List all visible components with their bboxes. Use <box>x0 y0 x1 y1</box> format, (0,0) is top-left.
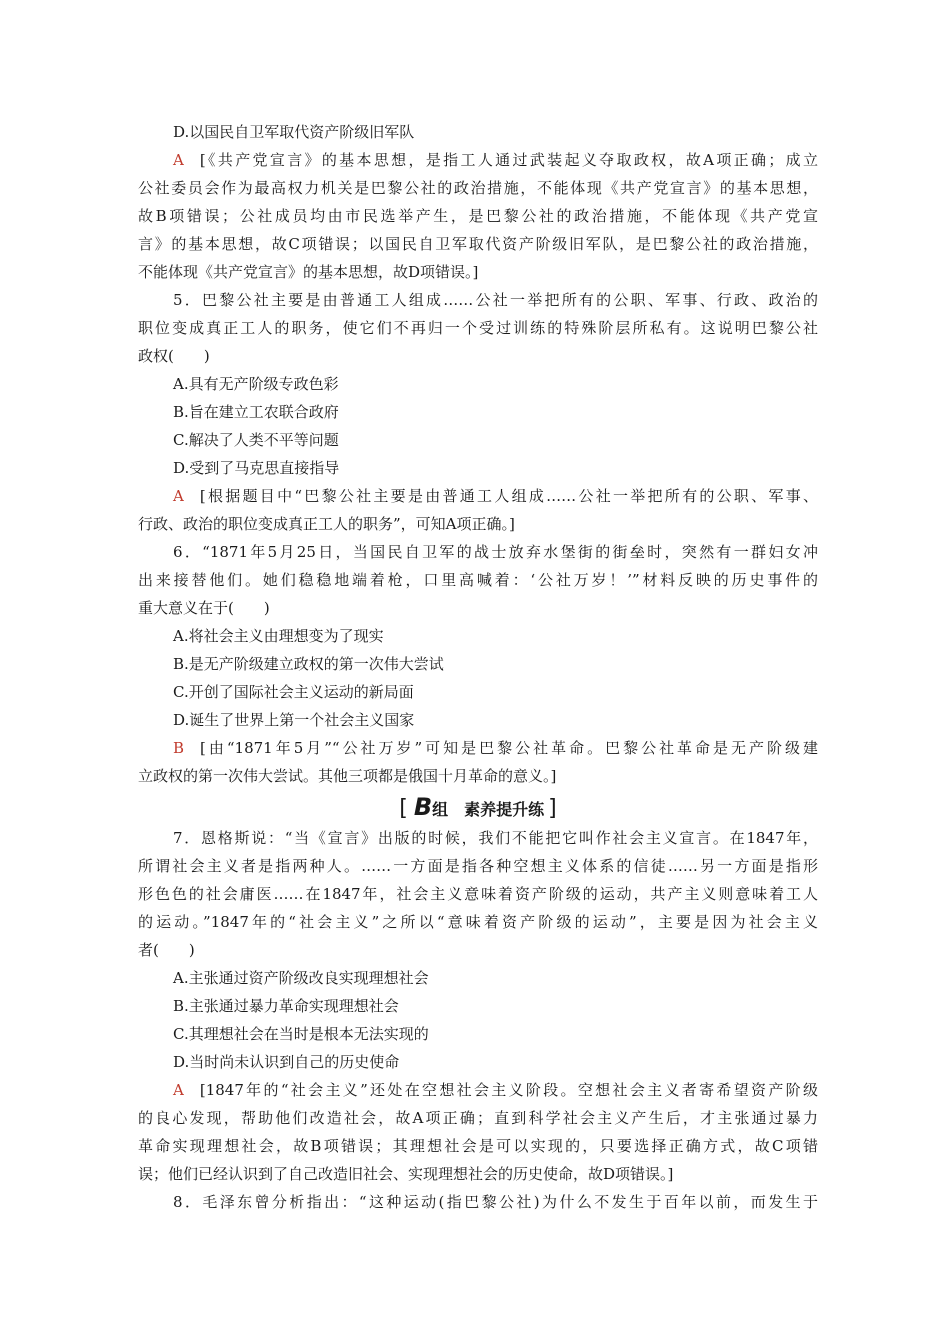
section-left-bracket: [ <box>399 796 408 821</box>
q6-stem-line: 出来接替他们。她们稳稳地端着枪，口里高喊着：‘公社万岁！’”材料反映的历史事件的 <box>138 571 818 589</box>
q6-explanation-line: B [由“1871年5月”“公社万岁”可知是巴黎公社革命。巴黎公社革命是无产阶级建 <box>173 739 818 757</box>
q6-explanation-line: 立政权的第一次伟大尝试。其他三项都是俄国十月革命的意义。] <box>138 767 557 785</box>
q6-option-b: B.是无产阶级建立政权的第一次伟大尝试 <box>173 655 444 673</box>
q7-answer: A <box>173 1081 184 1099</box>
section-group-letter: B <box>413 793 433 821</box>
q7-option-d: D.当时尚未认识到自己的历史使命 <box>173 1053 400 1071</box>
section-group-label: 组 <box>432 800 449 819</box>
q7-explanation-line: 的良心发现，帮助他们改造社会，故A项正确；直到科学社会主义产生后，才主张通过暴力 <box>138 1109 818 1127</box>
q5-option-c: C.解决了人类不平等问题 <box>173 431 339 449</box>
q4-explanation-line: 言》的基本思想，故C项错误；以国民自卫军取代资产阶级旧军队，是巴黎公社的政治措施， <box>138 235 818 253</box>
q4-explanation-line: 公社委员会作为最高权力机关是巴黎公社的政治措施，不能体现《共产党宣言》的基本思想， <box>138 179 818 197</box>
q7-stem-line: 的运动。”1847年的“社会主义”之所以“意味着资产阶级的运动”，主要是因为社会主义 <box>138 913 818 931</box>
q5-explanation-line: 行政、政治的职位变成真正工人的职务”，可知A项正确。] <box>138 515 515 533</box>
q4-explanation-line: A [《共产党宣言》的基本思想，是指工人通过武装起义夺取政权，故A项正确；成立 <box>173 151 818 169</box>
q5-stem-line: 5．巴黎公社主要是由普通工人组成……公社一举把所有的公职、军事、行政、政治的 <box>173 291 818 309</box>
q6-stem-line: 重大意义在于( ) <box>138 599 270 617</box>
q7-option-b: B.主张通过暴力革命实现理想社会 <box>173 997 399 1015</box>
q6-stem-line: 6．“1871年5月25日，当国民自卫军的战士放弃水堡街的街垒时，突然有一群妇女冲 <box>173 543 818 561</box>
q5-option-b: B.旨在建立工农联合政府 <box>173 403 339 421</box>
q7-stem-line: 形色色的社会庸医……在1847年，社会主义意味着资产阶级的运动，共产主义则意味着工人 <box>138 885 818 903</box>
q7-explanation-line: 革命实现理想社会，故B项错误；其理想社会是可以实现的，只要选择正确方式，故C项错 <box>138 1137 818 1155</box>
q7-stem-line: 所谓社会主义者是指两种人。……一方面是指各种空想主义体系的信徒……另一方面是指形 <box>138 857 818 875</box>
section-title: 素养提升练 <box>464 800 545 819</box>
q5-option-a: A.具有无产阶级专政色彩 <box>173 375 339 393</box>
q5-stem-line: 职位变成真正工人的职务，使它们不再归一个受过训练的特殊阶层所私有。这说明巴黎公社 <box>138 319 818 337</box>
q5-stem-line: 政权( ) <box>138 347 210 365</box>
section-heading <box>138 790 818 824</box>
q6-answer: B <box>173 739 185 757</box>
q4-explanation-line: 故B项错误；公社成员均由市民选举产生，是巴黎公社的政治措施，不能体现《共产党宣 <box>138 207 818 225</box>
q4-explanation-line: 不能体现《共产党宣言》的基本思想，故D项错误。] <box>138 263 479 281</box>
section-right-bracket: ] <box>548 796 557 821</box>
q5-option-d: D.受到了马克思直接指导 <box>173 459 340 477</box>
q4-answer: A <box>173 151 184 169</box>
q7-explanation-line: A [1847年的“社会主义”还处在空想社会主义阶段。空想社会主义者寄希望资产阶级 <box>173 1081 818 1099</box>
q7-stem-line: 7．恩格斯说：“当《宣言》出版的时候，我们不能把它叫作社会主义宣言。在1847年， <box>173 829 818 847</box>
q7-stem-line: 者( ) <box>138 941 195 959</box>
q6-option-c: C.开创了国际社会主义运动的新局面 <box>173 683 414 701</box>
q4-option-d: D.以国民自卫军取代资产阶级旧军队 <box>173 123 415 141</box>
q8-stem-line: 8．毛泽东曾分析指出：“这种运动(指巴黎公社)为什么不发生于百年以前，而发生于 <box>173 1193 818 1211</box>
document-page <box>138 118 818 1216</box>
q7-option-a: A.主张通过资产阶级改良实现理想社会 <box>173 969 429 987</box>
q5-explanation-line: A [根据题目中“巴黎公社主要是由普通工人组成……公社一举把所有的公职、军事、 <box>173 487 818 505</box>
q7-explanation-line: 误；他们已经认识到了自己改造旧社会、实现理想社会的历史使命，故D项错误。] <box>138 1165 674 1183</box>
q6-option-d: D.诞生了世界上第一个社会主义国家 <box>173 711 415 729</box>
q6-option-a: A.将社会主义由理想变为了现实 <box>173 627 384 645</box>
q5-answer: A <box>173 487 184 505</box>
q7-option-c: C.其理想社会在当时是根本无法实现的 <box>173 1025 429 1043</box>
